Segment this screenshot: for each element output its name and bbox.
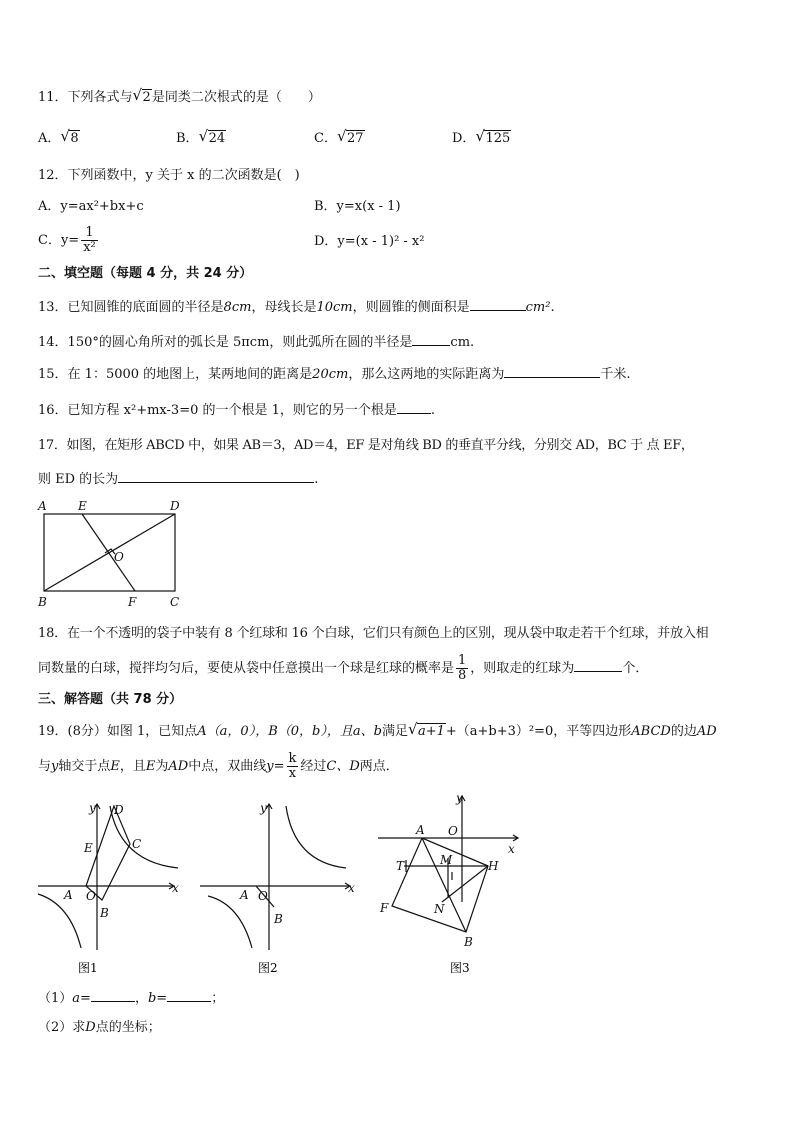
- fig1-label-o: O: [86, 889, 96, 903]
- fig3-caption: 图3: [450, 961, 470, 975]
- fig1-label-y: y: [89, 801, 96, 815]
- q11-stem: 11．下列各式与 √ 2是同类二次根式的是（ ）: [38, 86, 321, 105]
- fig17-label-c: C: [170, 595, 180, 609]
- q18-line2: 同数量的白球，搅拌均匀后，要使从袋中任意摸出一个球是红球的概率是 $\frac{1}{8}$ ，则取走的红球为 个．: [38, 653, 649, 683]
- q19-figure-3: [376, 790, 526, 975]
- q14-blank[interactable]: [412, 333, 450, 346]
- fig3-label-f: F: [380, 901, 389, 915]
- fig3-label-b: B: [464, 935, 473, 949]
- q18-blank[interactable]: [574, 659, 622, 672]
- q17-line2: 则 ED 的长为 .: [38, 472, 319, 487]
- q15: 15．在 1：5000 的地图上，某两地间的距离是20cm，那么这两地的实际距离为 千米.: [38, 367, 631, 382]
- q12-option-b: B．y=x(x - 1): [314, 199, 401, 214]
- q16-blank[interactable]: [397, 401, 431, 414]
- fig1-label-c: C: [132, 837, 142, 851]
- fig2-label-y: y: [260, 801, 267, 815]
- fig3-label-n: N: [434, 902, 445, 916]
- q19-sub2: （2）求D点的坐标；: [38, 1020, 161, 1035]
- fig17-label-a: A: [38, 499, 47, 513]
- fig17-label-b: B: [38, 595, 47, 609]
- fig3-label-y: y: [456, 791, 463, 805]
- q14: 14．150°的圆心角所对的弧长是 5πcm，则此弧所在圆的半径是 cm.: [38, 335, 475, 350]
- q13: 13．已知圆锥的底面圆的半径是8cm，母线长是10cm，则圆锥的侧面积是 cm².: [38, 300, 555, 315]
- fig3-label-m: M: [440, 853, 453, 867]
- q19-line2: 与y轴交于点E，且E为AD中点，双曲线y= $\frac{k}{x}$ 经过C、D两点．: [38, 751, 399, 781]
- section-3-heading: 三、解答题（共 78 分）: [38, 692, 183, 707]
- q12-stem: 12．下列函数中，y 关于 x 的二次函数是( ): [38, 168, 300, 183]
- fig3-label-a: A: [416, 823, 425, 837]
- q17-line1: 17．如图，在矩形 ABCD 中，如果 AB＝3，AD＝4，EF 是对角线 BD 的垂直平分线，分别交 AD，BC 于 点 EF，: [38, 438, 694, 453]
- q12-option-d: D．y=(x - 1)² - x²: [314, 234, 425, 249]
- fig3-label-h: H: [488, 859, 499, 873]
- section-2-heading: 二、填空题（每题 4 分，共 24 分）: [38, 266, 253, 281]
- fig17-label-d: D: [170, 499, 180, 513]
- q15-blank[interactable]: [504, 365, 600, 378]
- q17-blank[interactable]: [118, 470, 314, 483]
- fig2-label-a: A: [240, 888, 249, 902]
- q17-rectangle-figure: [34, 496, 194, 611]
- fig1-label-x: x: [172, 881, 179, 895]
- fig17-label-e: E: [78, 499, 87, 513]
- q11-option-a: A． √ 8: [38, 127, 79, 146]
- q11-option-b: B． √ 24: [176, 127, 226, 146]
- fig1-label-d: D: [114, 803, 124, 817]
- q19-line1: 19．(8分）如图 1，已知点A（a，0），B（0，b），且a、b满足 √ a+1+（a+b+3）²=0，平等四边形ABCD的边AD: [38, 720, 717, 739]
- q19-sub1: （1）a= ，b= ；: [38, 991, 225, 1006]
- fig2-label-b: B: [274, 912, 283, 926]
- q12-option-a: A．y=ax²+bx+c: [38, 199, 144, 214]
- fig1-label-b: B: [100, 906, 109, 920]
- q11-option-d: D． √ 125: [452, 127, 511, 146]
- q18-line1: 18．在一个不透明的袋子中装有 8 个红球和 16 个白球，它们只有颜色上的区别，现从袋中取走若干个红球，并放入相: [38, 626, 709, 641]
- q19-figure-1: [36, 800, 186, 980]
- fig2-label-o: O: [258, 889, 268, 903]
- q11-option-c: C． √ 27: [314, 127, 364, 146]
- fig2-label-x: x: [348, 881, 355, 895]
- fig17-label-f: F: [128, 595, 137, 609]
- fig1-label-e: E: [84, 841, 93, 855]
- sqrt-2: √ 2: [132, 86, 151, 105]
- fig1-label-a: A: [64, 888, 73, 902]
- fig17-label-o: O: [114, 550, 124, 564]
- q12-option-c: C．y= $\frac{1}{\text{x²}}$: [38, 225, 96, 255]
- fig3-label-x: x: [508, 842, 515, 856]
- q16: 16．已知方程 x²+mx-3=0 的一个根是 1，则它的另一个根是 .: [38, 403, 436, 418]
- q19-blank-b[interactable]: [167, 989, 211, 1002]
- fig2-caption: 图2: [258, 961, 278, 975]
- q19-blank-a[interactable]: [91, 989, 135, 1002]
- sqrt-a-plus-1: √ a+1: [407, 720, 445, 739]
- q13-blank[interactable]: [470, 298, 526, 311]
- fig1-caption: 图1: [78, 961, 98, 975]
- fig3-label-o: O: [448, 824, 458, 838]
- q19-figure-2: [198, 800, 355, 980]
- fig3-label-t: T: [396, 859, 405, 873]
